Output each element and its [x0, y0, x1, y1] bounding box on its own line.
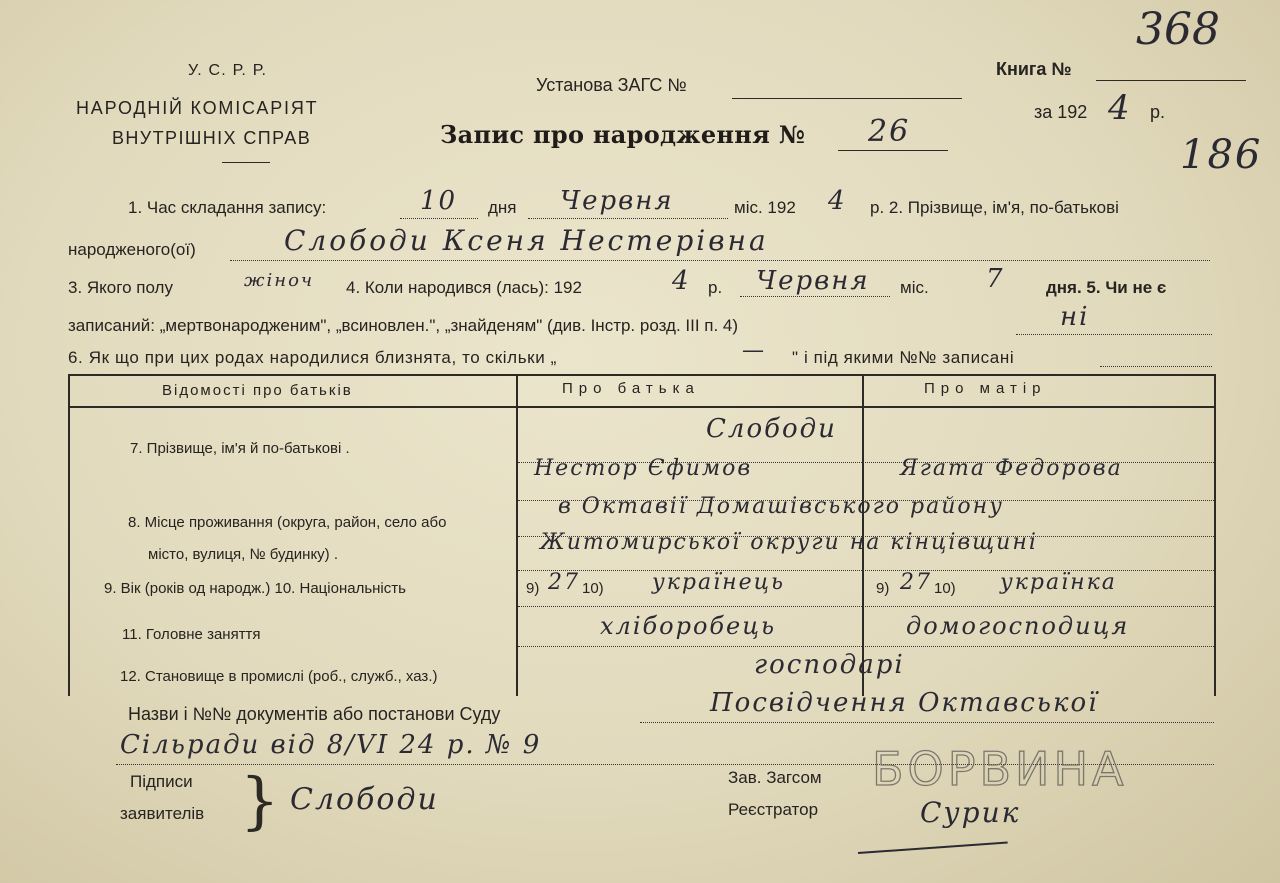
field4-month: Червня: [756, 266, 870, 296]
row9-father-age: 27: [548, 570, 580, 595]
row12-status: господарі: [754, 650, 905, 680]
applicant-signature: Слободи: [290, 782, 439, 817]
row11-father-occupation: хліборобець: [600, 612, 777, 640]
field1-day-line: [400, 218, 478, 219]
field5-value: ні: [1060, 302, 1090, 332]
field6-label: 6. Як що при цих родах народилися близнята, то скільки „: [68, 348, 557, 367]
registrar-signature-stroke: [858, 842, 1008, 854]
field5-line: [1016, 334, 1212, 335]
commissariat-line2: ВНУТРІШНІХ СПРАВ: [112, 128, 312, 148]
row7-surname: Слободи: [706, 414, 837, 444]
year-handwritten: 4: [1108, 88, 1132, 128]
field4-label: 4. Коли народився (лась): 192: [346, 278, 582, 297]
table-left-border: [68, 374, 70, 696]
field1-year-label: міс. 192: [734, 198, 796, 217]
field2-line: [230, 260, 1210, 261]
applicants-label-line2: заявителів: [120, 804, 205, 823]
newborn-name: Слободи Ксеня Нестерівна: [284, 224, 769, 257]
row8-residence-line1: в Октавії Домашівського району: [558, 494, 1004, 519]
row8-label-line1: 8. Місце проживання (округа, район, село або: [128, 514, 447, 531]
table-header-border: [68, 406, 1216, 408]
row12-label: 12. Становище в промислі (роб., служб., хаз.): [120, 668, 438, 685]
header-divider: [222, 162, 270, 163]
column-father-header: Про батька: [562, 380, 700, 397]
row9-mother-nationality: українка: [1000, 570, 1117, 595]
row8-residence-line2: Житомирської округи на кінцівщині: [540, 530, 1038, 555]
field4-year-suffix: р.: [708, 278, 723, 297]
field1-day: 10: [420, 186, 458, 216]
row8-label-line2: місто, вулиця, № будинку) .: [148, 546, 339, 563]
field6-line: [1100, 366, 1212, 367]
field5-label: записаний: „мертвонародженим", „всиновлен.", „знайденям" (див. Інстр. розд. III п. 4): [68, 316, 739, 335]
row9-father-nationality: українець: [652, 570, 785, 595]
field4-month-label: міс.: [900, 278, 929, 297]
commissariat-line1: НАРОДНІЙ КОМІСАРІЯТ: [76, 98, 319, 118]
row9-mother-nat-label: 10): [934, 580, 956, 597]
field1-month: Червня: [560, 186, 674, 216]
office-line: [732, 98, 962, 99]
row9-father-age-label: 9): [526, 580, 540, 597]
column-mother-header: Про матір: [924, 380, 1047, 397]
field4-year: 4: [672, 266, 691, 296]
row7-father-name: Нестор Єфимов: [534, 456, 753, 481]
field4-day: 7: [986, 264, 1005, 294]
field6-value: —: [742, 338, 766, 363]
corner-mark: 186: [1180, 132, 1263, 178]
documents-label: Назви і №№ документів або постанови Суду: [128, 704, 501, 724]
document-title: Запис про народження №: [440, 120, 806, 149]
row9-father-nat-label: 10): [582, 580, 604, 597]
republic-header: У. С. Р. Р.: [188, 62, 268, 79]
documents-value-part1: Посвідчення Октавської: [710, 688, 1099, 718]
documents-value-part2: Сільради від 8/VI 24 р. № 9: [120, 730, 542, 760]
applicants-brace: }: [240, 764, 280, 837]
field1-month-line: [528, 218, 728, 219]
field1-day-label: дня: [488, 198, 517, 217]
table-divider-info: [516, 374, 518, 696]
registrar-stamp: БОРВИНА: [872, 742, 1128, 796]
record-number-line: [838, 150, 948, 151]
row9-mother-age: 27: [900, 570, 932, 595]
office-label: Установа ЗАГС №: [536, 75, 687, 95]
row7-mother-name: Ягата Федорова: [900, 456, 1123, 481]
field2-label-continued: народженого(ої): [68, 240, 196, 259]
book-number: 368: [1136, 4, 1220, 55]
row11-mother-occupation: домогосподиця: [906, 612, 1130, 640]
row7-label: 7. Прізвище, ім'я й по-батькові .: [130, 440, 350, 457]
field1-label: 1. Час складання запису:: [128, 198, 327, 217]
field2-label: р. 2. Прізвище, ім'я, по-батькові: [870, 198, 1119, 217]
applicants-label-line1: Підписи: [130, 772, 193, 791]
head-label: Зав. Загсом: [728, 768, 822, 787]
year-prefix: за 192: [1034, 102, 1088, 122]
field4-month-line: [740, 296, 890, 297]
record-number: 26: [868, 114, 911, 149]
registrar-label: Реєстратор: [728, 800, 819, 819]
row11-label: 11. Головне заняття: [122, 626, 261, 643]
field4-day-label: дня. 5. Чи не є: [1046, 278, 1167, 297]
row11-line: [518, 646, 1214, 647]
row9-label: 9. Вік (років од народж.) 10. Національність: [104, 580, 406, 597]
field1-year: 4: [828, 186, 847, 216]
field3-value: жіноч: [244, 270, 315, 291]
book-line: [1096, 80, 1246, 81]
table-top-border: [68, 374, 1216, 376]
row9-mother-age-label: 9): [876, 580, 890, 597]
column-info-header: Відомості про батьків: [162, 382, 353, 399]
year-suffix: р.: [1150, 102, 1166, 122]
field6-label-continued: " і під якими №№ записані: [792, 348, 1015, 367]
registrar-signature: Сурик: [920, 796, 1021, 829]
table-right-border: [1214, 374, 1216, 696]
field3-label: 3. Якого полу: [68, 278, 173, 297]
documents-line1: [640, 722, 1214, 723]
row9-line: [518, 606, 1214, 607]
book-label: Книга №: [996, 59, 1072, 79]
